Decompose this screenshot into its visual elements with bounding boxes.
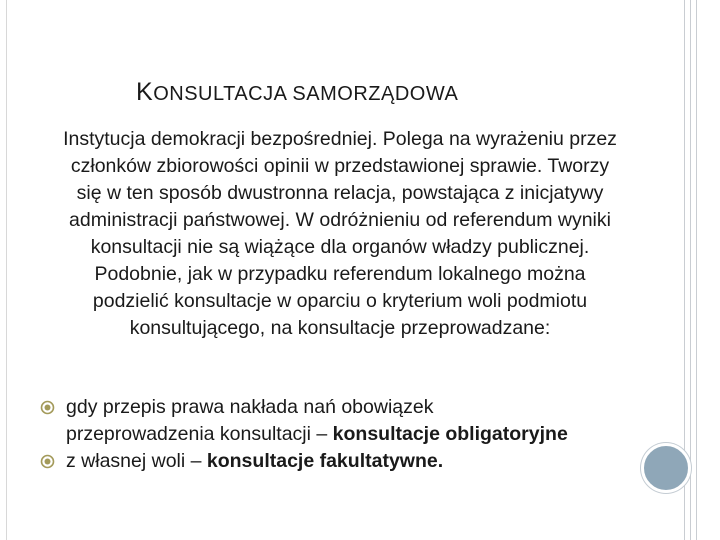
- bullet-list: [40, 394, 580, 475]
- circle-bullet-icon: [40, 400, 55, 415]
- title-initial: K: [136, 78, 154, 106]
- intro-paragraph: Instytucja demokracji bezpośredniej. Polega na wyrażeniu przez członków zbiorowości opinii w przedstawionej sprawie. Tworzy się w ten sposób dwustronna relacja, powstająca z inicjatywy administracji państwowej. W odróżnieniu od referendum wyniki konsultacji nie są wiążące dla organów władzy publicznej. Podobnie, jak w przypadku referendum lokalnego można podzielić konsultacje w oparciu o kryterium woli podmiotu konsultującego, na konsultacje przeprowadzane:: [63, 128, 617, 339]
- list-item: [40, 448, 580, 475]
- list-item: [40, 394, 580, 448]
- bullet-text: z własnej woli –: [66, 450, 207, 472]
- slide-title: [136, 78, 458, 107]
- right-frame-line-2: [690, 0, 691, 540]
- bullet-bold: konsultacje fakultatywne.: [206, 450, 444, 472]
- title-rest: ONSULTACJA SAMORZĄDOWA: [153, 83, 459, 105]
- right-frame-line-3: [696, 0, 697, 540]
- circle-bullet-icon: [40, 454, 55, 469]
- left-frame-line: [6, 0, 7, 540]
- bullet-text: gdy przepis prawa nakłada nań obowiązek przeprowadzenia konsultacji –: [66, 396, 434, 445]
- decorative-circle: [641, 443, 691, 493]
- bullet-bold: konsultacje obligatoryjne: [332, 423, 568, 445]
